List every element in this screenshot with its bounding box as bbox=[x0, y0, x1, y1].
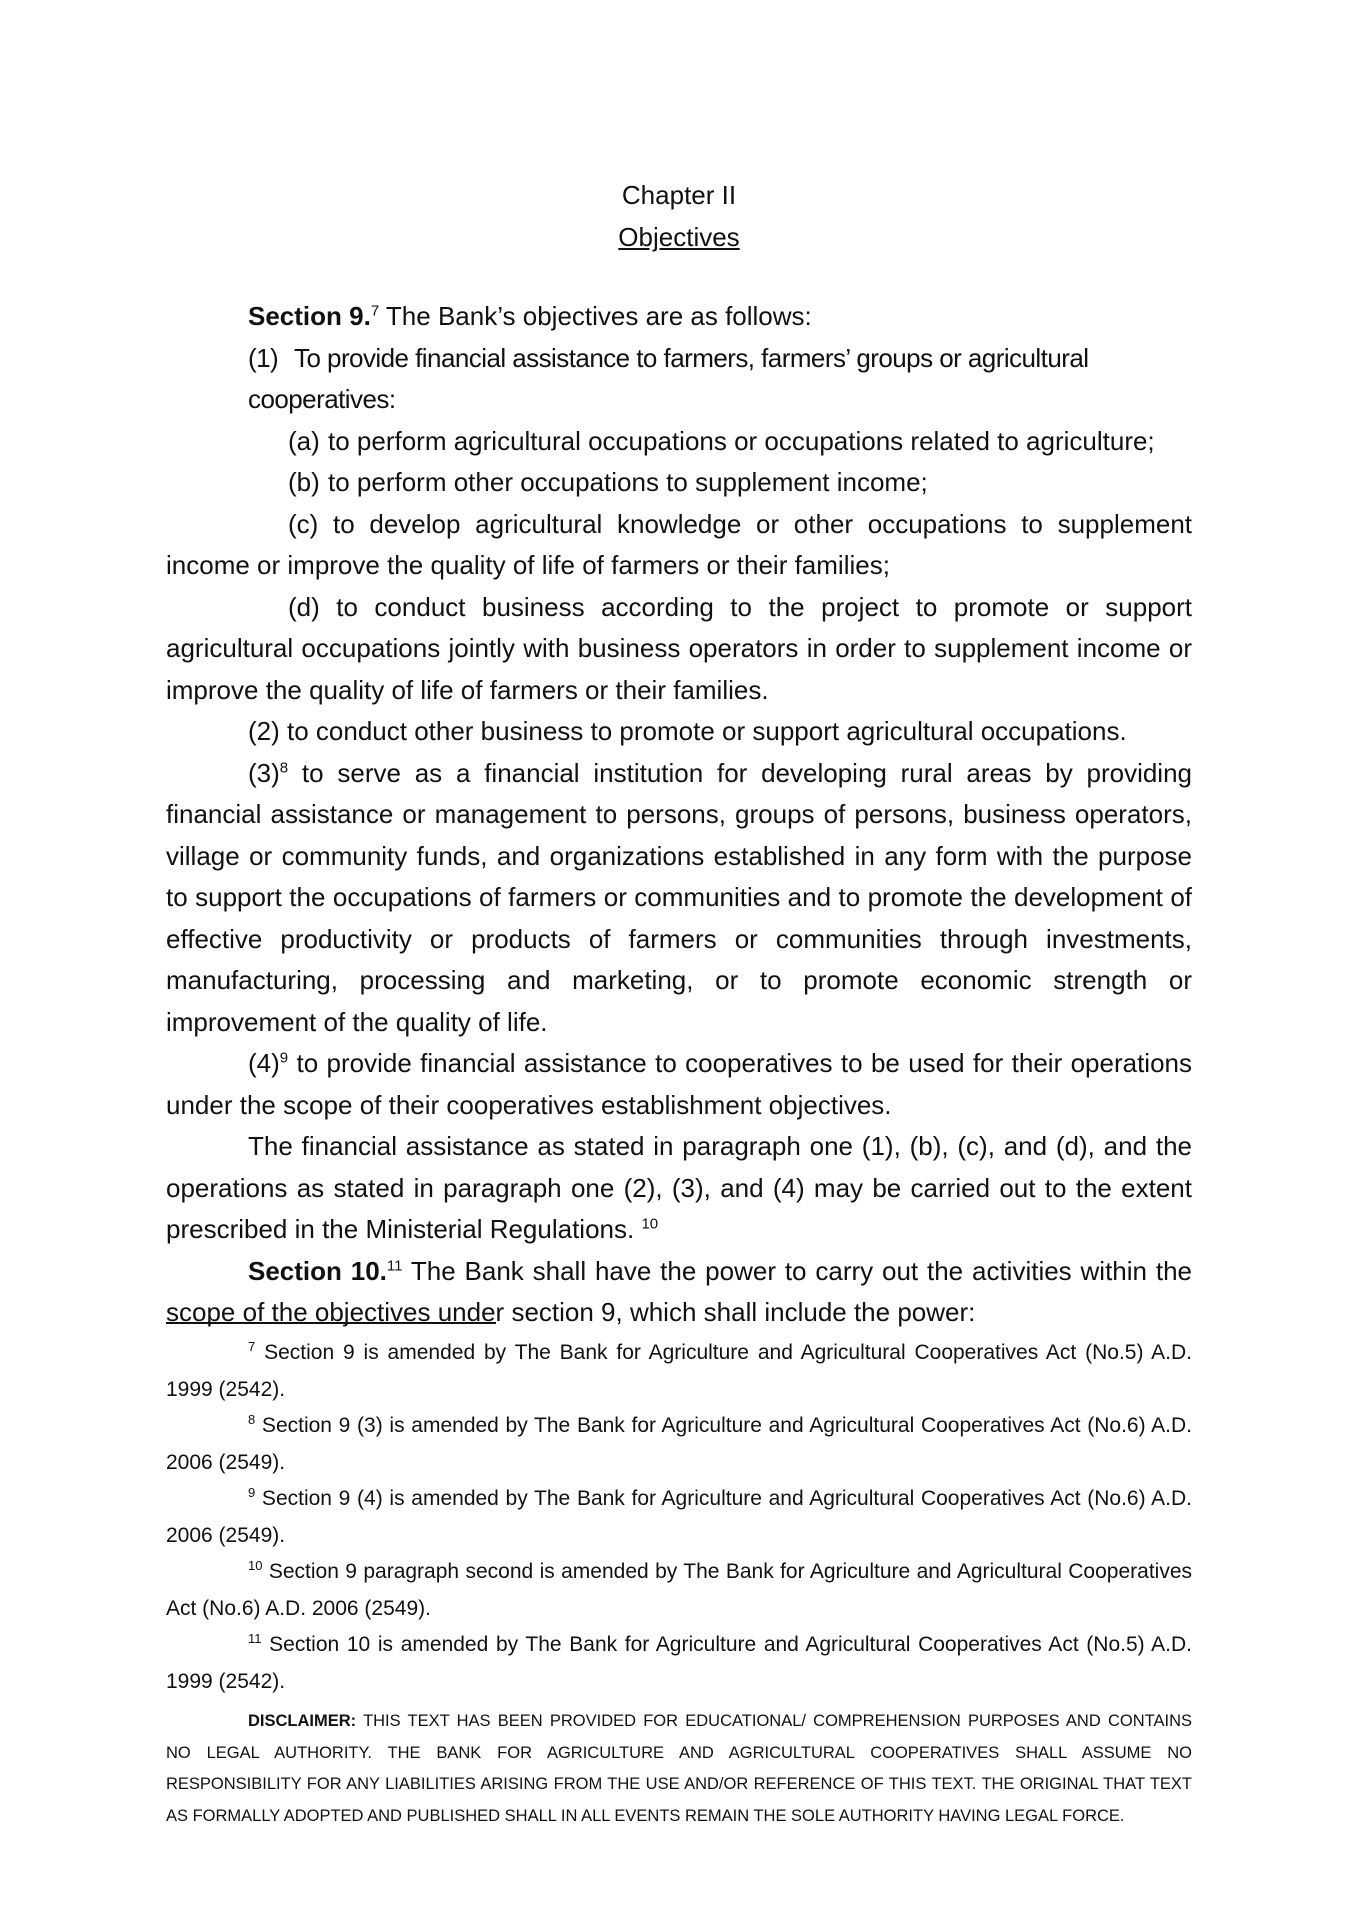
item-1-label: (1) bbox=[248, 342, 279, 373]
disclaimer bbox=[166, 1706, 1192, 1832]
section-9-intro: The Bank’s objectives are as follows: bbox=[379, 301, 812, 331]
footnote-11 bbox=[166, 1627, 1192, 1700]
footnote-ref-8[interactable]: 8 bbox=[279, 758, 289, 776]
item-1-text: To provide financial assistance to farmers, farmers’ groups or agricultural cooperatives: bbox=[248, 342, 1089, 414]
section-10-label: Section 10. bbox=[248, 1255, 387, 1286]
footnote-10 bbox=[166, 1554, 1192, 1627]
section-9-item-1 bbox=[166, 338, 1192, 421]
footnote-text: Section 9 (4) is amended by The Bank for Agriculture and Agricultural Cooperatives Act (No.6) A.D. 2006 (2549). bbox=[166, 1487, 1192, 1547]
section-9-label: Section 9. bbox=[248, 301, 371, 331]
footnote-text: Section 10 is amended by The Bank for Agriculture and Agricultural Cooperatives Act (No.5) A.D. 1999 (2542). bbox=[166, 1633, 1192, 1693]
footnote-separator bbox=[166, 1322, 496, 1324]
footnote-number: 8 bbox=[248, 1412, 256, 1427]
section-10-text: The Bank shall have the power to carry out the activities within the scope of the objectives under section 9, which shall include the power: bbox=[166, 1255, 1192, 1327]
item-4-label: (4) bbox=[248, 1048, 280, 1078]
section-9-item-1b bbox=[166, 462, 1192, 504]
item-1a-label: (a) bbox=[288, 425, 320, 456]
item-1b-label: (b) bbox=[288, 467, 320, 497]
footnote-text: Section 9 paragraph second is amended by The Bank for Agriculture and Agricultural Cooperatives Act (No.6) A.D. 2006 (2549). bbox=[166, 1560, 1192, 1620]
footnote-text: Section 9 (3) is amended by The Bank for Agriculture and Agricultural Cooperatives Act (No.6) A.D. 2006 (2549). bbox=[166, 1414, 1192, 1474]
footnotes bbox=[166, 1335, 1192, 1700]
item-1b-text: to perform other occupations to supplement income; bbox=[328, 467, 928, 497]
disclaimer-text: THIS TEXT HAS BEEN PROVIDED FOR EDUCATIONAL/ COMPREHENSION PURPOSES AND CONTAINS NO LEGAL AUTHORITY. THE BANK FOR AGRICULTURE AND AGRICULTURAL COOPERATIVES SHALL ASSUME NO RESPONSIBILITY FOR ANY LIABILITIES ARISING FROM THE USE AND/OR REFERENCE OF THIS TEXT. THE ORIGINAL THAT TEXT AS FORMALLY ADOPTED AND PUBLISHED SHALL IN ALL EVENTS REMAIN THE SOLE AUTHORITY HAVING LEGAL FORCE. bbox=[166, 1712, 1192, 1825]
footnote-number: 11 bbox=[248, 1631, 262, 1646]
chapter-number: Chapter II bbox=[621, 180, 737, 210]
footnote-9 bbox=[166, 1481, 1192, 1554]
section-9-item-3 bbox=[166, 753, 1192, 1044]
section-9-item-1a bbox=[166, 421, 1192, 463]
item-3-text: to serve as a financial institution for developing rural areas by providing financial assistance or management to persons, groups of persons, business operators, village or community funds, and organizations established in any form with the purpose to support the occupations of farmers or communities and to promote the development of effective productivity or products of farmers or communities through investments, manufacturing, processing and marketing, or to promote economic strength or improvement of the quality of life. bbox=[166, 757, 1192, 1037]
paragraph-2-text: The financial assistance as stated in paragraph one (1), (b), (c), and (d), and the operations as stated in paragraph one (2), (3), and (4) may be carried out to the extent prescribed in the Ministerial Regulations. bbox=[166, 1131, 1192, 1244]
disclaimer-label: DISCLAIMER: bbox=[248, 1712, 357, 1730]
footnote-number: 10 bbox=[248, 1558, 263, 1573]
footnote-number: 7 bbox=[248, 1339, 256, 1354]
item-4-text: to provide financial assistance to cooperatives to be used for their operations under the scope of their cooperatives establishment objectives. bbox=[166, 1048, 1192, 1120]
section-9-item-4 bbox=[166, 1043, 1192, 1126]
footnote-text: Section 9 is amended by The Bank for Agriculture and Agricultural Cooperatives Act (No.5) A.D. 1999 (2542). bbox=[166, 1341, 1192, 1401]
item-3-label: (3) bbox=[248, 757, 280, 788]
footnote-number: 9 bbox=[248, 1485, 256, 1500]
footnote-ref-9[interactable]: 9 bbox=[279, 1049, 289, 1067]
chapter-title: Objectives bbox=[618, 222, 740, 252]
footnote-ref-7[interactable]: 7 bbox=[370, 302, 380, 320]
section-9-item-2: (2) to conduct other business to promote or support agricultural occupations. bbox=[248, 716, 1127, 746]
footnote-8 bbox=[166, 1408, 1192, 1481]
footnote-ref-10[interactable]: 10 bbox=[641, 1215, 659, 1233]
item-1a-text: to perform agricultural occupations or occupations related to agriculture; bbox=[328, 425, 1155, 456]
section-9-paragraph-2 bbox=[166, 1126, 1192, 1251]
footnote-7 bbox=[166, 1335, 1192, 1408]
spacer bbox=[166, 258, 1192, 296]
section-9-item-1c: (c) to develop agricultural knowledge or other occupations to supplement income or improve the quality of life of farmers or their families; bbox=[166, 508, 1192, 580]
footnote-ref-11[interactable]: 11 bbox=[386, 1256, 403, 1274]
section-9-heading bbox=[166, 296, 1192, 338]
main-text bbox=[166, 174, 1192, 1334]
section-9-item-1d: (d) to conduct business according to the project to promote or support agricultural occupations jointly with business operators in order to supplement income or improve the quality of life of farmers or their families. bbox=[166, 591, 1192, 705]
